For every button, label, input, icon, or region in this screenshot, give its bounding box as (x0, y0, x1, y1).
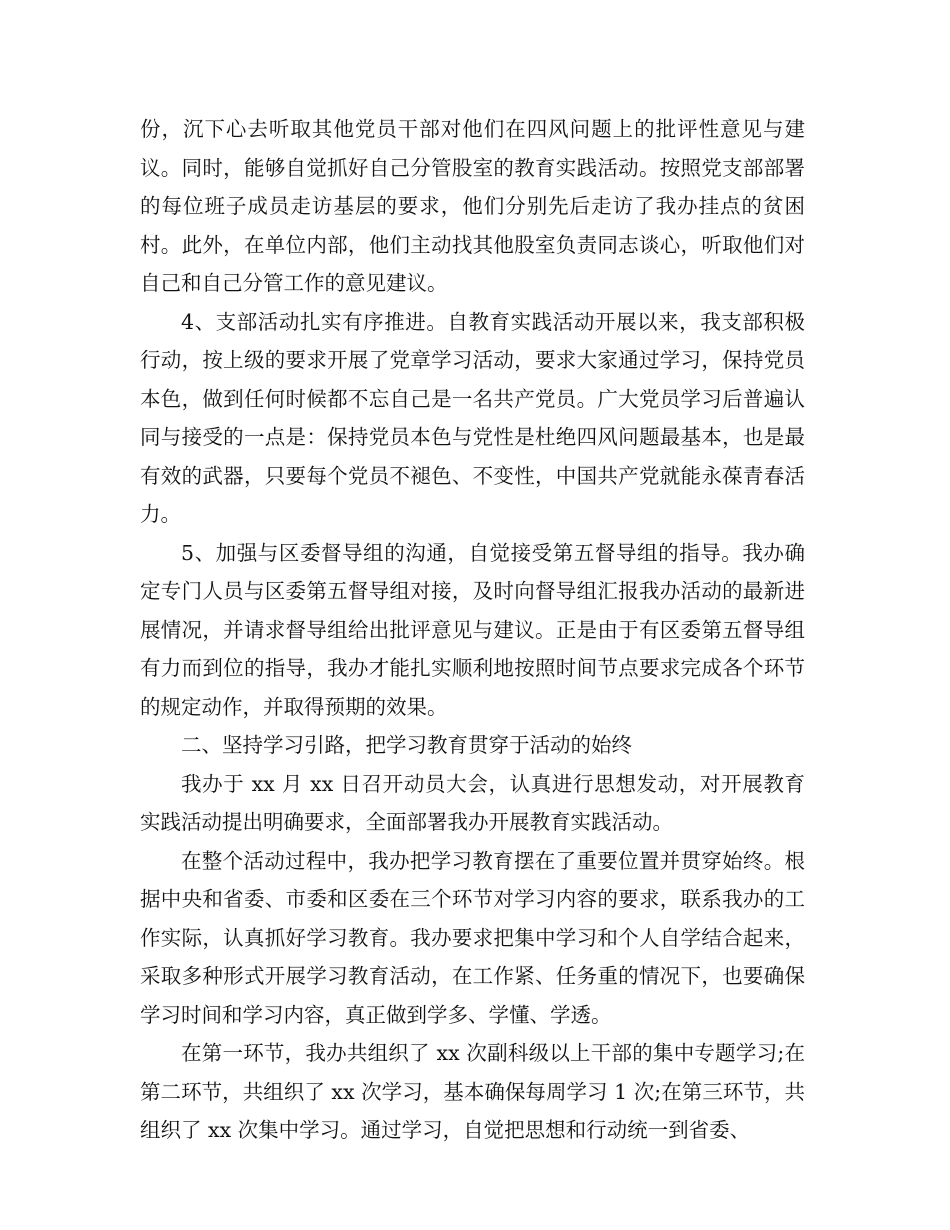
paragraph-learning-sessions: 在第一环节，我办共组织了 xx 次副科级以上干部的集中专题学习;在第二环节，共组织了 xx 次学习，基本确保每周学习 1 次;在第三环节，共组织了 xx 次集中学习。通过学习，自觉把思想和行动统一到省委、 (140, 1041, 805, 1142)
paragraph-item-4: 4、支部活动扎实有序推进。自教育实践活动开展以来，我支部积极行动，按上级的要求开展了党章学习活动，要求大家通过学习，保持党员本色，做到任何时候都不忘自己是一名共产党员。广大党员学习后普遍认同与接受的一点是：保持党员本色与党性是杜绝四风问题最基本，也是最有效的武器，只要每个党员不褪色、不变性，中国共产党就能永葆青春活力。 (140, 309, 805, 526)
paragraph-mobilization-meeting: 我办于 xx 月 xx 日召开动员大会，认真进行思想发动，对开展教育实践活动提出明确要求，全面部署我办开展教育实践活动。 (140, 771, 805, 834)
document-body (140, 110, 805, 1150)
paragraph-learning-process: 在整个活动过程中，我办把学习教育摆在了重要位置并贯穿始终。根据中央和省委、市委和区委在三个环节对学习内容的要求，联系我办的工作实际，认真抓好学习教育。我办要求把集中学习和个人自学结合起来，采取多种形式开展学习教育活动，在工作紧、任务重的情况下，也要确保学习时间和学习内容，真正做到学多、学懂、学透。 (140, 848, 805, 1027)
paragraph-continuation: 份，沉下心去听取其他党员干部对他们在四风问题上的批评性意见与建议。同时，能够自觉抓好自己分管股室的教育实践活动。按照党支部部署的每位班子成员走访基层的要求，他们分别先后走访了我办挂点的贫困村。此外，在单位内部，他们主动找其他股室负责同志谈心，听取他们对自己和自己分管工作的意见建议。 (140, 117, 805, 295)
section-heading-2: 二、坚持学习引路，把学习教育贯穿于活动的始终 (181, 733, 632, 757)
paragraph-item-5: 5、加强与区委督导组的沟通，自觉接受第五督导组的指导。我办确定专门人员与区委第五督导组对接，及时向督导组汇报我办活动的最新进展情况，并请求督导组给出批评意见与建议。正是由于有区委第五督导组有力而到位的指导，我办才能扎实顺利地按照时间节点要求完成各个环节的规定动作，并取得预期的效果。 (140, 540, 805, 719)
